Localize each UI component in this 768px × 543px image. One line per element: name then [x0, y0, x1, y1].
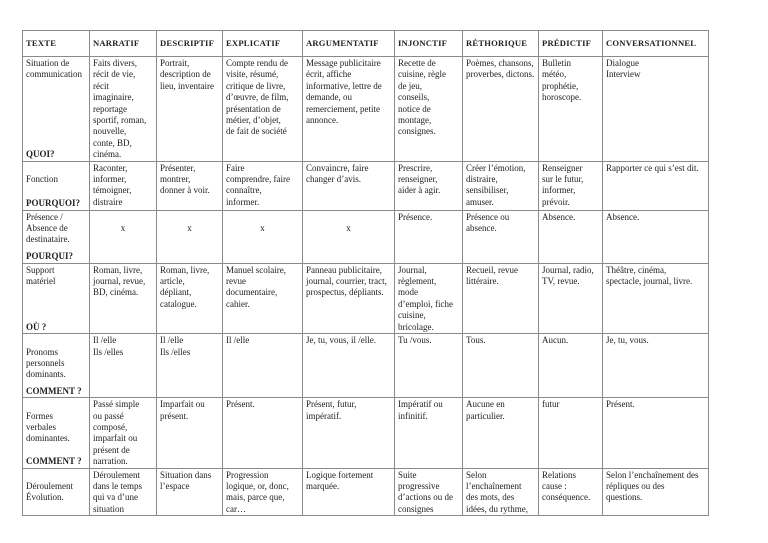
column-header-predictif: PRÉDICTIF [539, 31, 603, 57]
column-header-texte: TEXTE [23, 31, 90, 57]
table-cell: Absence. [539, 210, 603, 263]
row-label: Formes verbales dominantes. [26, 410, 70, 444]
table-cell: Tu /vous. [395, 334, 463, 398]
row-header-cell [23, 263, 90, 333]
row-question: QUOI? [26, 149, 55, 160]
table-cell: Impératif ou infinitif. [395, 398, 463, 468]
table-cell: Présent, futur, impératif. [303, 398, 395, 468]
row-label: Pronoms personnels dominants. [26, 346, 66, 380]
table-cell: Je, tu, vous, il /elle. [303, 334, 395, 398]
column-header-explicatif: EXPLICATIF [223, 31, 303, 57]
table-row [23, 263, 709, 333]
table-cell: Je, tu, vous. [603, 334, 709, 398]
column-header-descriptif: DESCRIPTIF [157, 31, 223, 57]
table-cell: Prescrire, renseigner, aider à agir. [395, 161, 463, 210]
table-row [23, 334, 709, 398]
table-cell: Panneau publicitaire, journal, courrier, tract, prospectus, dépliants. [303, 263, 395, 333]
column-header-injonctif: INJONCTIF [395, 31, 463, 57]
table-cell: Passé simple ou passé composé, imparfait ou présent de narration. [90, 398, 157, 468]
table-cell: Logique fortement marquée. [303, 468, 395, 516]
table-cell: Recette de cuisine, règle de jeu, conseils, notice de montage, consignes. [395, 57, 463, 162]
table-cell: Bulletin météo, prophétie, horoscope. [539, 57, 603, 162]
table-cell: Il /elle Ils /elles [90, 334, 157, 398]
table-cell: Roman, livre, article, dépliant, catalogue. [157, 263, 223, 333]
table-cell: Théâtre, cinéma, spectacle, journal, livre. [603, 263, 709, 333]
row-header-cell [23, 334, 90, 398]
table-cell: Poèmes, chansons, proverbes, dictons. [463, 57, 539, 162]
table-row [23, 398, 709, 468]
table-cell: Roman, livre, journal, revue, BD, cinéma. [90, 263, 157, 333]
table-cell: Recueil, revue littéraire. [463, 263, 539, 333]
table-cell: Situation dans l’espace [157, 468, 223, 516]
table-cell: Progression logique, or, donc, mais, parce que, car… [223, 468, 303, 516]
row-question: OÙ ? [26, 321, 47, 332]
table-cell: Suite progressive d’actions ou de consignes [395, 468, 463, 516]
column-header-conversationnel: CONVERSATIONNEL [603, 31, 709, 57]
table-cell: x [303, 210, 395, 263]
header-row [23, 31, 709, 57]
table-cell: x [223, 210, 303, 263]
row-header-cell [23, 57, 90, 162]
table-cell: Aucun. [539, 334, 603, 398]
table-cell: Présence. [395, 210, 463, 263]
row-question: POURQUOI? [26, 198, 80, 209]
table-cell: Déroulement dans le temps qui va d’une situation [90, 468, 157, 516]
table-cell: x [90, 210, 157, 263]
row-header-cell [23, 210, 90, 263]
table-cell: Portrait, description de lieu, inventaire [157, 57, 223, 162]
table-cell: Message publicitaire écrit, affiche informative, lettre de demande, ou remerciement, petite annonce. [303, 57, 395, 162]
column-header-rethorique: RÉTHORIQUE [463, 31, 539, 57]
table-cell: Selon l’enchaînement des mots, des idées, du rythme, [463, 468, 539, 516]
column-header-argumentatif: ARGUMENTATIF [303, 31, 395, 57]
table-cell: Aucune en particulier. [463, 398, 539, 468]
row-label: Déroulement Évolution. [26, 480, 73, 503]
document-page [22, 30, 709, 516]
text-types-table [22, 30, 709, 516]
table-cell: Présent. [603, 398, 709, 468]
table-cell: Raconter, informer, témoigner, distraire [90, 161, 157, 210]
row-label: Support matériel [26, 264, 56, 287]
table-row [23, 161, 709, 210]
row-question: COMMENT ? [26, 385, 82, 396]
table-cell: Créer l’émotion, distraire, sensibiliser, amuser. [463, 161, 539, 210]
table-cell: futur [539, 398, 603, 468]
table-cell: Dialogue Interview [603, 57, 709, 162]
table-cell: Journal, radio, TV, revue. [539, 263, 603, 333]
table-cell: Compte rendu de visite, résumé, critique de livre, d’œuvre, de film, présentation de métier, d’objet, de fait de société [223, 57, 303, 162]
table-cell: Rapporter ce qui s’est dit. [603, 161, 709, 210]
row-header-cell [23, 161, 90, 210]
row-question: POURQUI? [26, 251, 73, 262]
table-cell: Présenter, montrer, donner à voir. [157, 161, 223, 210]
table-cell: Manuel scolaire, revue documentaire, cahier. [223, 263, 303, 333]
table-cell: Absence. [603, 210, 709, 263]
table-cell: Convaincre, faire changer d’avis. [303, 161, 395, 210]
row-label: Présence / Absence de destinataire. [26, 211, 70, 245]
table-cell: Présence ou absence. [463, 210, 539, 263]
table-row [23, 468, 709, 516]
row-label: Situation de communication [26, 58, 82, 80]
row-header-cell [23, 398, 90, 468]
table-cell: Journal, règlement, mode d’emploi, fiche cuisine, bricolage. [395, 263, 463, 333]
table-cell: Relations cause : conséquence. [539, 468, 603, 516]
table-cell: Faits divers, récit de vie, récit imaginaire, reportage sportif, roman, nouvelle, conte, BD, cinéma. [90, 57, 157, 162]
row-label: Fonction [26, 174, 59, 185]
table-cell: Selon l’enchaînement des répliques ou des questions. [603, 468, 709, 516]
table-cell: Il /elle [223, 334, 303, 398]
table-cell: x [157, 210, 223, 263]
table-cell: Il /elle Ils /elles [157, 334, 223, 398]
row-header-cell [23, 468, 90, 516]
table-cell: Tous. [463, 334, 539, 398]
row-question: COMMENT ? [26, 456, 82, 467]
table-cell: Imparfait ou présent. [157, 398, 223, 468]
table-row [23, 210, 709, 263]
column-header-narratif: NARRATIF [90, 31, 157, 57]
table-row [23, 57, 709, 162]
table-cell: Faire comprendre, faire connaître, informer. [223, 161, 303, 210]
table-cell: Renseigner sur le futur, informer, prévoir. [539, 161, 603, 210]
table-cell: Présent. [223, 398, 303, 468]
